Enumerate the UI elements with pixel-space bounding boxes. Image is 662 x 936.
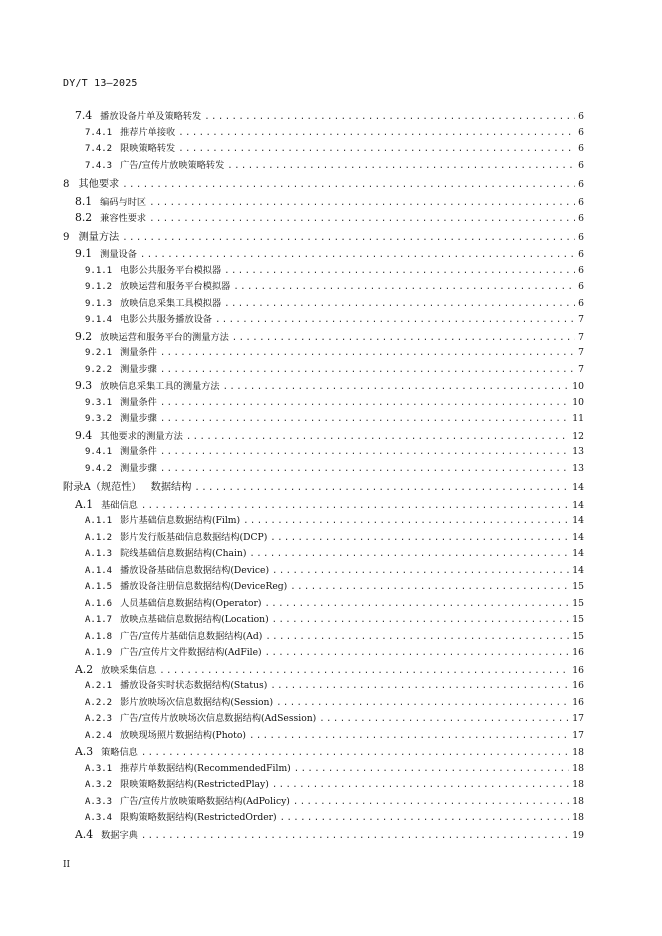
- toc-entry[interactable]: [63, 411, 584, 428]
- toc-dot-leader: [265, 629, 569, 646]
- toc-entry-title: 放映现场照片数据结构(Photo): [120, 729, 246, 741]
- toc-entry[interactable]: [63, 263, 584, 280]
- toc-entry[interactable]: [63, 546, 584, 563]
- toc-dot-leader: [293, 794, 569, 811]
- toc-entry[interactable]: [63, 777, 584, 794]
- toc-entry[interactable]: [63, 230, 584, 247]
- toc-entry-page-number: 16: [572, 680, 584, 691]
- toc-entry-number: 9.2: [75, 329, 93, 343]
- toc-dot-leader: [204, 109, 575, 125]
- toc-entry-number: A.2.4: [85, 730, 113, 741]
- toc-entry-page-number: 6: [578, 179, 584, 190]
- toc-entry-page-number: 16: [572, 647, 584, 658]
- toc-entry-title: 放映采集信息: [101, 664, 157, 676]
- toc-entry-number: 9.1.1: [85, 265, 113, 276]
- toc-entry-page-number: 6: [578, 143, 584, 154]
- toc-entry-page-number: 14: [572, 499, 584, 511]
- toc-entry-page-number: 6: [578, 111, 584, 122]
- page-number: II: [63, 860, 71, 870]
- toc-entry-title: 数据字典: [101, 829, 138, 841]
- toc-dot-leader: [186, 429, 569, 445]
- toc-entry[interactable]: [63, 125, 584, 142]
- toc-entry[interactable]: [63, 108, 584, 125]
- toc-entry-number: A.2.1: [85, 681, 113, 691]
- toc-entry-page-number: 6: [578, 231, 584, 243]
- toc-entry-number: A.1.5: [85, 582, 113, 592]
- toc-dot-leader: [122, 177, 575, 194]
- toc-entry-page-number: 6: [578, 213, 584, 224]
- toc-entry-number: A.1.1: [85, 516, 113, 526]
- toc-entry-number: 7.4.3: [85, 160, 113, 171]
- toc-entry-number: 9.3.1: [85, 397, 113, 408]
- toc-dot-leader: [160, 444, 569, 461]
- toc-entry-title: 限映策略转发: [120, 143, 176, 154]
- toc-entry-page-number: 17: [572, 713, 584, 724]
- toc-entry-number: 附录A（规范性）: [63, 482, 142, 493]
- toc-entry-title: 兼容性要求: [100, 213, 147, 224]
- toc-entry-title: 测量条件: [120, 446, 157, 457]
- toc-entry-title: 影片放映场次信息数据结构(Session): [120, 696, 274, 708]
- toc-entry-title: 限购策略数据结构(RestrictedOrder): [120, 812, 277, 823]
- toc-entry[interactable]: [63, 345, 584, 362]
- toc-entry-number: 9.2.1: [85, 348, 113, 358]
- toc-entry[interactable]: [63, 395, 584, 412]
- toc-entry-title: 策略信息: [101, 747, 138, 758]
- toc-entry[interactable]: [63, 761, 584, 778]
- toc-entry-page-number: 19: [572, 829, 584, 841]
- toc-dot-leader: [223, 379, 570, 395]
- toc-entry-page-number: 6: [578, 196, 584, 208]
- toc-entry[interactable]: [63, 246, 584, 263]
- table-of-contents: [63, 108, 584, 843]
- toc-dot-leader: [233, 279, 575, 296]
- toc-dot-leader: [276, 695, 569, 712]
- toc-entry-title: 测量设备: [100, 249, 137, 260]
- toc-entry-number: A.1.2: [85, 532, 113, 543]
- toc-entry-title: 电影公共服务播放设备: [120, 314, 212, 325]
- toc-entry-number: A.2.2: [85, 697, 113, 708]
- toc-dot-leader: [227, 158, 575, 175]
- toc-entry-page-number: 18: [572, 779, 584, 790]
- toc-entry[interactable]: [63, 210, 584, 227]
- toc-entry-title: 放映点基础信息数据结构(Location): [120, 614, 269, 625]
- toc-dot-leader: [215, 312, 575, 329]
- toc-entry-number: 9.1.2: [85, 282, 113, 292]
- toc-entry-page-number: 14: [572, 564, 584, 576]
- toc-entry-page-number: 18: [572, 762, 584, 774]
- toc-entry-title: 放映信息采集工具的测量方法: [100, 381, 220, 392]
- toc-entry-title: 测量步骤: [120, 462, 157, 474]
- toc-entry-page-number: 14: [572, 515, 584, 526]
- toc-dot-leader: [272, 777, 569, 794]
- toc-entry-page-number: 6: [578, 126, 584, 138]
- toc-entry-number: 9.4.1: [85, 447, 113, 457]
- toc-entry-title: 播放设备注册信息数据结构(DeviceReg): [120, 581, 288, 592]
- toc-entry-number: A.3.2: [85, 780, 113, 790]
- toc-dot-leader: [122, 230, 575, 247]
- toc-entry[interactable]: [63, 428, 584, 445]
- toc-entry[interactable]: [63, 678, 584, 695]
- toc-entry[interactable]: [63, 662, 584, 679]
- toc-entry-page-number: 10: [572, 396, 584, 408]
- toc-entry-title: 测量条件: [120, 396, 157, 408]
- toc-entry[interactable]: [63, 810, 584, 827]
- toc-entry-page-number: 18: [572, 812, 584, 823]
- toc-entry-number: 7.4.2: [85, 144, 113, 154]
- toc-entry-number: 9.3.2: [85, 414, 113, 424]
- toc-entry[interactable]: [63, 612, 584, 629]
- toc-entry-page-number: 7: [578, 363, 584, 375]
- toc-entry[interactable]: [63, 827, 584, 844]
- toc-entry-number: A.3.3: [85, 796, 113, 807]
- toc-entry-page-number: 6: [578, 281, 584, 292]
- toc-entry-page-number: 6: [578, 159, 584, 171]
- toc-dot-leader: [149, 195, 575, 211]
- toc-entry-title: 推荐片单接收: [120, 126, 176, 138]
- toc-entry-page-number: 13: [572, 446, 584, 457]
- toc-entry-number: 9.2.2: [85, 364, 113, 375]
- toc-dot-leader: [224, 296, 575, 313]
- toc-entry-number: 9.1.3: [85, 298, 113, 309]
- toc-entry-number: A.2: [75, 662, 94, 676]
- toc-entry-number: 9.3: [75, 379, 93, 392]
- toc-entry-page-number: 7: [578, 331, 584, 343]
- toc-entry-page-number: 12: [572, 430, 584, 442]
- toc-entry-page-number: 7: [578, 314, 584, 325]
- toc-entry-number: A.1.6: [85, 598, 113, 609]
- toc-entry[interactable]: [63, 744, 584, 761]
- toc-entry-title: 测量步骤: [120, 413, 157, 424]
- toc-entry[interactable]: [63, 378, 584, 395]
- toc-entry-number: A.4: [75, 827, 94, 841]
- toc-entry-title: 放映信息采集工具模拟器: [120, 297, 222, 309]
- toc-entry[interactable]: [63, 563, 584, 580]
- toc-entry-title: 限映策略数据结构(RestrictedPlay): [120, 779, 269, 790]
- toc-dot-leader: [249, 728, 569, 745]
- toc-entry-title: 编码与时区: [100, 196, 147, 208]
- toc-dot-leader: [149, 211, 575, 227]
- toc-entry[interactable]: [63, 711, 584, 728]
- toc-entry[interactable]: [63, 645, 584, 662]
- toc-dot-leader: [160, 362, 575, 379]
- toc-entry-page-number: 18: [572, 747, 584, 758]
- toc-entry-title: 测量方法: [78, 231, 120, 243]
- toc-entry-title: 电影公共服务平台模拟器: [120, 264, 222, 276]
- toc-entry-title: 影片发行版基础信息数据结构(DCP): [120, 531, 268, 543]
- toc-dot-leader: [159, 663, 569, 679]
- toc-entry[interactable]: [63, 794, 584, 811]
- toc-entry-title: 广告/宣传片放映策略数据结构(AdPolicy): [120, 795, 290, 807]
- toc-dot-leader: [141, 498, 569, 514]
- toc-entry-title: 广告/宣传片放映策略转发: [120, 159, 225, 171]
- toc-dot-leader: [319, 711, 569, 728]
- toc-entry-page-number: 14: [572, 531, 584, 543]
- toc-entry-title: 测量条件: [120, 347, 157, 358]
- toc-dot-leader: [232, 330, 575, 346]
- toc-entry[interactable]: [63, 695, 584, 712]
- toc-entry-page-number: 13: [572, 462, 584, 474]
- toc-entry[interactable]: [63, 329, 584, 346]
- toc-entry[interactable]: [63, 728, 584, 745]
- toc-entry-page-number: 14: [572, 482, 584, 493]
- toc-entry[interactable]: [63, 279, 584, 296]
- toc-dot-leader: [290, 579, 569, 596]
- toc-entry-title: 广告/宣传片放映场次信息数据结构(AdSession): [120, 713, 317, 724]
- toc-entry-title: 测量步骤: [120, 363, 157, 375]
- toc-entry-number: 9: [63, 231, 70, 243]
- toc-entry-title: 广告/宣传片文件数据结构(AdFile): [120, 647, 262, 658]
- toc-dot-leader: [194, 480, 569, 497]
- toc-entry[interactable]: [63, 579, 584, 596]
- toc-dot-leader: [265, 645, 570, 662]
- toc-entry-number: 9.4: [75, 428, 93, 442]
- toc-entry-page-number: 15: [572, 597, 584, 609]
- toc-entry-number: 7.4: [75, 109, 93, 122]
- toc-entry-number: A.2.3: [85, 714, 113, 724]
- toc-entry-number: A.1: [75, 497, 94, 511]
- toc-entry-number: A.1.9: [85, 648, 113, 658]
- toc-entry[interactable]: [63, 362, 584, 379]
- toc-entry-number: A.3.4: [85, 813, 113, 823]
- toc-entry-title: 播放设备片单及策略转发: [100, 111, 202, 122]
- toc-entry-title: 其他要求的测量方法: [100, 430, 183, 442]
- toc-entry-title: 播放设备实时状态数据结构(Status): [120, 680, 268, 691]
- toc-entry-page-number: 6: [578, 297, 584, 309]
- toc-entry-page-number: 16: [572, 664, 584, 676]
- toc-entry-title: 播放设备基础信息数据结构(Device): [120, 564, 270, 576]
- toc-dot-leader: [141, 745, 569, 761]
- toc-entry-number: 9.4.2: [85, 463, 113, 474]
- toc-entry[interactable]: [63, 530, 584, 547]
- toc-entry-title: 院线基础信息数据结构(Chain): [120, 548, 247, 559]
- toc-entry-page-number: 11: [572, 413, 584, 424]
- toc-entry-number: 8.1: [75, 194, 93, 208]
- toc-entry-page-number: 6: [578, 249, 584, 260]
- toc-dot-leader: [160, 411, 569, 428]
- toc-dot-leader: [249, 546, 569, 563]
- toc-entry[interactable]: [63, 497, 584, 514]
- toc-entry[interactable]: [63, 596, 584, 613]
- toc-dot-leader: [280, 810, 570, 827]
- toc-entry-title: 放映运营和服务平台模拟器: [120, 281, 231, 292]
- toc-entry-title: 基础信息: [101, 499, 138, 511]
- toc-entry-number: A.1.3: [85, 549, 113, 559]
- toc-entry[interactable]: [63, 296, 584, 313]
- toc-entry-title: 放映运营和服务平台的测量方法: [100, 331, 229, 343]
- toc-entry[interactable]: [63, 141, 584, 158]
- toc-entry-page-number: 15: [572, 614, 584, 625]
- toc-entry-number: A.1.4: [85, 565, 113, 576]
- toc-entry[interactable]: [63, 312, 584, 329]
- toc-dot-leader: [272, 612, 570, 629]
- toc-dot-leader: [294, 761, 570, 778]
- toc-dot-leader: [160, 345, 575, 362]
- toc-entry-page-number: 17: [572, 729, 584, 741]
- toc-entry-page-number: 15: [572, 630, 584, 642]
- toc-entry[interactable]: [63, 158, 584, 175]
- toc-entry-page-number: 14: [572, 548, 584, 559]
- toc-entry-title: 其他要求: [78, 179, 120, 190]
- toc-entry-number: A.1.7: [85, 615, 113, 625]
- toc-entry[interactable]: [63, 177, 584, 194]
- toc-dot-leader: [272, 563, 569, 580]
- toc-dot-leader: [141, 828, 569, 844]
- toc-dot-leader: [160, 461, 569, 478]
- toc-entry-title: 影片基础信息数据结构(Film): [120, 515, 241, 526]
- toc-dot-leader: [264, 596, 569, 613]
- toc-entry-number: 9.1: [75, 247, 93, 260]
- toc-entry[interactable]: [63, 629, 584, 646]
- toc-entry[interactable]: [63, 461, 584, 478]
- toc-dot-leader: [160, 395, 569, 412]
- toc-entry[interactable]: [63, 480, 584, 497]
- toc-dot-leader: [224, 263, 575, 280]
- toc-dot-leader: [140, 247, 575, 263]
- toc-entry-number: 8: [63, 179, 70, 190]
- toc-dot-leader: [178, 125, 575, 142]
- toc-dot-leader: [243, 513, 569, 530]
- toc-entry-title: 人员基础信息数据结构(Operator): [120, 597, 262, 609]
- toc-entry-page-number: 7: [578, 347, 584, 358]
- toc-entry-number: A.3.1: [85, 763, 113, 774]
- toc-entry-number: 9.1.4: [85, 315, 113, 325]
- toc-entry-number: A.1.8: [85, 631, 113, 642]
- toc-entry-title: 推荐片单数据结构(RecommendedFilm): [120, 762, 291, 774]
- toc-entry[interactable]: [63, 194, 584, 211]
- toc-entry-number: A.3: [75, 745, 94, 758]
- toc-entry-page-number: 6: [578, 264, 584, 276]
- toc-entry-title: 数据结构: [150, 482, 192, 493]
- toc-entry-title: 广告/宣传片基础信息数据结构(Ad): [120, 630, 263, 642]
- toc-entry[interactable]: [63, 513, 584, 530]
- running-header-doc-code: DY/T 13—2025: [63, 78, 138, 89]
- toc-entry-page-number: 18: [572, 795, 584, 807]
- toc-dot-leader: [178, 141, 575, 158]
- toc-dot-leader: [270, 678, 569, 695]
- toc-entry-page-number: 16: [572, 696, 584, 708]
- toc-entry-page-number: 10: [572, 381, 584, 392]
- toc-entry-number: 8.2: [75, 211, 93, 224]
- toc-entry-page-number: 15: [572, 581, 584, 592]
- toc-dot-leader: [270, 530, 569, 547]
- toc-entry[interactable]: [63, 444, 584, 461]
- toc-entry-number: 7.4.1: [85, 127, 113, 138]
